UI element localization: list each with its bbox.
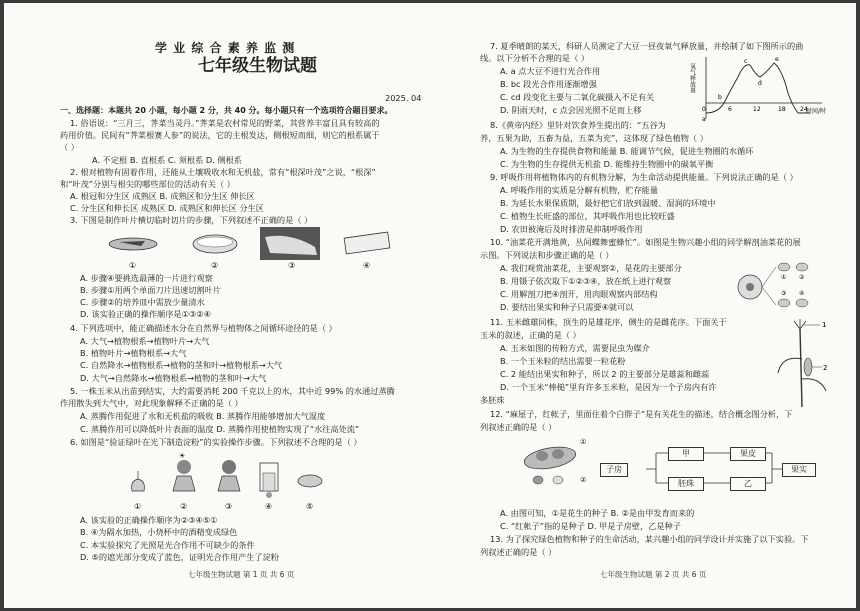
q10-option-b: B. 用镊子依次取下①②③④，放在纸上进行观察 — [500, 276, 672, 286]
q7-line2: 线。以下分析不合理的是（ ） — [480, 53, 590, 63]
q9-option-b: B. 为延长水果保质期，最好把它们放到温暖、湿润的环境中 — [500, 198, 716, 208]
q6-label-2: ② — [180, 502, 188, 511]
q5-line2: 作用散失到大气中，对此现象解释不正确的是（ ） — [60, 398, 243, 408]
q11-option-b: B. 一个玉米粒的结出需要一粒花粉 — [500, 356, 626, 366]
q6-option-a: A. 该实验的正确操作顺序为②③④⑤① — [80, 515, 218, 525]
q7-point-b: b — [718, 94, 722, 101]
page-1-footer: 七年级生物试题 第 1 页 共 6 页 — [188, 570, 295, 579]
q3-figure — [105, 227, 425, 271]
q4-option-b: B. 植物叶片→植物根系→大气 — [80, 348, 187, 358]
q7-tick-0: 0 — [702, 106, 706, 113]
page-2-footer: 七年级生物试题 第 2 页 共 6 页 — [600, 570, 707, 579]
concept-peizhu: 胚珠 — [668, 477, 704, 491]
q4-option-c: C. 自然降水→植物根系→植物的茎和叶→植物根系→大气 — [80, 360, 283, 370]
q7-point-d: d — [758, 80, 762, 87]
q10-option-c: C. 用解剖刀把④剖开，用肉眼观察内部结构 — [500, 289, 658, 299]
q7-tick-12: 12 — [753, 106, 761, 113]
q3-label-1: ① — [129, 261, 137, 270]
section-heading: 一、选择题：本题共 20 小题，每小题 2 分，共 40 分。每小题只有一个选项符合题目要求。 — [60, 106, 393, 115]
q12-options-ab: A. 由图可知，①是花生的种子 B. ②是由甲发育而来的 — [500, 508, 695, 518]
q1-line2: 药用价值。民间有“荠菜根赛人参”的说法，它的主根发达，侧根短而细，则它的根系属于 — [60, 130, 380, 140]
q13-line2: 列叙述正确的是（ ） — [480, 547, 557, 557]
concept-zifang: 子房 — [600, 463, 628, 477]
exam-sheet — [4, 3, 856, 608]
q7-point-c: c — [744, 58, 748, 65]
q7-tick-24: 24 — [800, 106, 808, 113]
q7-tick-18: 18 — [778, 106, 786, 113]
q10-option-d: D. 要结出果实和种子只需要④就可以 — [500, 302, 634, 312]
q9-option-c: C. 植物生长旺盛的部位，其呼吸作用也比较旺盛 — [500, 211, 675, 221]
q6-figure — [120, 451, 340, 513]
q11-label-1: 1 — [822, 321, 827, 329]
q9-option-d: D. 农田被淹后及时排涝是抑制呼吸作用 — [500, 224, 643, 234]
q7-option-a: A. a 点大豆不进行光合作用 — [500, 66, 601, 76]
q2-line1: 2. 根对植物有固着作用，还能从土壤吸收水和无机盐，常有“根深叶茂”之说，“根深” — [70, 167, 376, 177]
q7-point-a: a — [702, 116, 706, 123]
exam-date: 2025. 04 — [385, 93, 422, 103]
q12-options-cd: C. “红帐子”指的是种子 D. 甲是子房壁，乙是种子 — [500, 521, 681, 531]
q6-option-c: C. 本实验探究了光照是光合作用不可缺少的条件 — [80, 540, 255, 550]
q3-option-d: D. 该实验正确的操作顺序是①③②④ — [80, 309, 211, 319]
q7-line1: 7. 夏季晴朗的某天，科研人员测定了大豆一昼夜氧气释放量，并绘制了如下图所示的曲 — [490, 41, 804, 51]
q1-line3: （ ） — [60, 142, 79, 152]
q8-line2: 养，五果为助，五畜为益，五菜为充”，这体现了绿色植物（ ） — [480, 133, 708, 143]
q6-label-1: ① — [134, 502, 142, 511]
q4-option-d: D. 大气→自然降水→植物根系→植物的茎和叶→大气 — [80, 373, 267, 383]
q6-stem: 6. 如图是“验证绿叶在光下制造淀粉”的实验操作步骤。下列叙述不合理的是（ ） — [70, 437, 362, 447]
q6-label-5: ⑤ — [306, 502, 314, 511]
q3-label-2: ② — [211, 261, 219, 270]
q12-label-1: ① — [580, 438, 587, 446]
q3-option-c: C. 步骤②的培养皿中需放少量清水 — [80, 297, 205, 307]
q9-option-a: A. 呼吸作用的实质是分解有机物，贮存能量 — [500, 185, 659, 195]
q11-option-d-cont: 多胚珠 — [480, 395, 505, 405]
q12-label-2: ② — [580, 476, 587, 484]
q10-label-3: ③ — [781, 290, 787, 297]
exam-title: 七年级生物试题 — [198, 56, 317, 76]
q11-option-c: C. 2 能结出果实和种子，所以 2 的主要部分是雄蕊和雌蕊 — [500, 369, 710, 379]
q7-xlabel: 时间/时 — [806, 108, 827, 115]
q10-line2: 示图。下列说法和步骤正确的是（ ） — [480, 250, 614, 260]
q11-option-d: D. 一个玉米“棒槌”里有许多玉米粒，是因为一个子房内有许 — [500, 382, 717, 392]
q3-label-3: ③ — [288, 261, 296, 270]
q2-options-cd: C. 分生区和伸长区 成熟区 D. 成熟区和伸长区 分生区 — [70, 203, 264, 213]
q7-option-d: D. 阴雨天时，c 点会因光照不足而上移 — [500, 105, 642, 115]
q6-label-3: ③ — [225, 502, 233, 511]
q7-option-b: B. bc 段光合作用逐渐增强 — [500, 79, 597, 89]
q7-point-e: e — [775, 56, 779, 63]
q12-line2: 列叙述正确的是（ ） — [480, 422, 557, 432]
q10-label-4: ④ — [799, 290, 805, 297]
q7-option-c: C. cd 段变化主要与二氧化碳摄入不足有关 — [500, 92, 655, 102]
q1-options: A. 不定根 B. 直根系 C. 须根系 D. 侧根系 — [92, 155, 242, 165]
q9-stem: 9. 呼吸作用将植物体内的有机物分解，为生命活动提供能量。下列说法正确的是（ ） — [490, 172, 798, 182]
q11-corn-figure — [776, 319, 830, 409]
q13-line1: 13. 为了探究绿色植物和种子的生命活动，某兴趣小组的同学设计并实施了以下实验。下 — [490, 534, 809, 544]
q10-rapeseed-flower-figure — [728, 257, 818, 315]
q8-options-ab: A. 为生物的生存提供食物和能量 B. 能调节气候，促进生物圈的水循环 — [500, 146, 754, 156]
q5-options-cd: C. 蒸腾作用可以降低叶片表面的温度 D. 蒸腾作用使植物实现了“水往高处流” — [80, 424, 360, 434]
concept-guoshi: 果实 — [782, 463, 816, 477]
q6-option-d: D. ⑤的遮光部分变成了蓝色，证明光合作用产生了淀粉 — [80, 552, 279, 562]
q3-stem: 3. 下图是制作叶片横切临时切片的步骤，下列叙述不正确的是（ ） — [70, 215, 313, 225]
q4-stem: 4. 下列选项中，能正确描述水分在自然界与植物体之间循环途径的是（ ） — [70, 323, 337, 333]
q5-options-ab: A. 蒸腾作用促进了水和无机盐的吸收 B. 蒸腾作用能够增加大气湿度 — [80, 411, 326, 421]
q10-label-2: ② — [799, 274, 805, 281]
q2-line2: 和“叶茂”分别与根尖的哪些部位的活动有关（ ） — [60, 179, 235, 189]
q6-option-b: B. ④为隔水加热，小烧杯中的酒精变成绿色 — [80, 527, 238, 537]
q11-line1: 11. 玉米雌雄同株，顶生的是雄花序，侧生的是雌花序。下面关于 — [490, 317, 727, 327]
q1-line1: 1. 俗语说：“三月三，荠菜当灵丹。”荠菜是农村常见的野菜，其营养丰富且具有较高的 — [70, 118, 380, 128]
q8-options-cd: C. 为生物的生存提供无机盐 D. 能维持生物圈中的碳氧平衡 — [500, 159, 714, 169]
q10-label-1: ① — [781, 274, 787, 281]
q3-option-b: B. 步骤①用两个单面刀片迅速切割叶片 — [80, 285, 221, 295]
q12-line1: 12. “麻屋子，红帐子，里面住着个白胖子”是有关花生的描述，结合概念图分析，下 — [490, 409, 793, 419]
q11-line2: 玉米的叙述，正确的是（ ） — [480, 330, 581, 340]
q3-option-a: A. 步骤④要挑选最薄的一片进行观察 — [80, 273, 213, 283]
concept-yi: 乙 — [730, 477, 766, 491]
q7-tick-6: 6 — [728, 106, 732, 113]
q7-ylabel: 氧气释放量 — [688, 63, 696, 93]
q5-line1: 5. 一株玉米从出苗到结实，大约需要消耗 200 千克以上的水，其中近 99% 的水通过蒸腾 — [70, 386, 395, 396]
q11-option-a: A. 玉米如图的传粉方式，需要昆虫为媒介 — [500, 343, 650, 353]
concept-jia: 甲 — [668, 447, 704, 461]
q3-label-4: ④ — [363, 261, 371, 270]
q12-peanut-figure — [520, 436, 600, 490]
q6-label-4: ④ — [265, 502, 273, 511]
q10-line1: 10. “油菜花开满地黄，丛间蝶舞蜜蜂忙”。如图是生物兴趣小组的同学解剖油菜花的展 — [490, 237, 801, 247]
q2-options-ab: A. 根冠和分生区 成熟区 B. 成熟区和分生区 伸长区 — [70, 191, 255, 201]
q10-option-a: A. 我们观赏油菜花，主要观察②，是花的主要部分 — [500, 263, 682, 273]
svg-text:☀: ☀ — [179, 452, 186, 460]
exam-header: 学 业 综 合 素 养 监 测 — [155, 41, 296, 55]
q11-label-2: 2 — [823, 364, 828, 372]
concept-guopi: 果皮 — [730, 447, 766, 461]
q7-oxygen-graph — [688, 53, 840, 123]
q8-line1: 8.《黄帝内经》里针对饮食养生提出的：“五谷为 — [490, 120, 666, 130]
q4-option-a: A. 大气→植物根系→植物叶片→大气 — [80, 336, 210, 346]
